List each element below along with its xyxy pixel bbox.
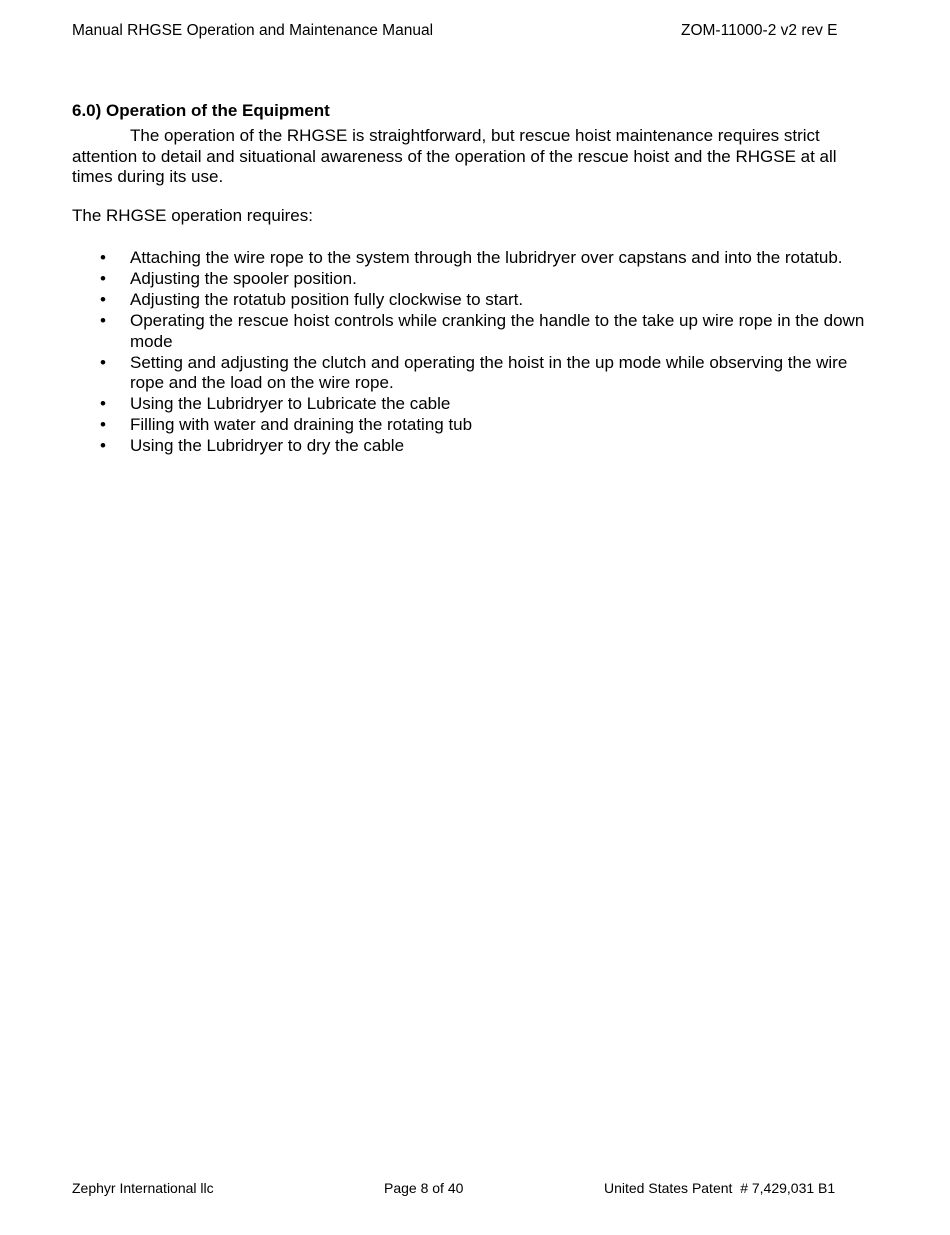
- list-item: [72, 415, 872, 436]
- bullet-icon: •: [100, 436, 106, 455]
- bullet-icon: •: [100, 311, 106, 330]
- bullet-icon: •: [100, 415, 106, 434]
- list-item: [72, 290, 872, 311]
- list-item: [72, 436, 872, 457]
- requires-paragraph: The RHGSE operation requires:: [72, 206, 313, 225]
- list-item: [72, 269, 872, 290]
- list-item: [72, 353, 872, 394]
- bullet-icon: •: [100, 394, 106, 413]
- list-item-text: Filling with water and draining the rotating tub: [130, 415, 473, 434]
- list-item: [72, 248, 872, 269]
- list-item: [72, 394, 872, 415]
- list-item-text: Using the Lubridryer to Lubricate the cable: [130, 394, 451, 413]
- bullet-icon: •: [100, 269, 106, 288]
- list-item: [72, 311, 872, 352]
- requirements-list: [72, 248, 872, 457]
- list-item-text: Adjusting the spooler position.: [130, 269, 357, 288]
- list-item-text: Attaching the wire rope to the system through the lubridryer over capstans and into the rotatub.: [130, 248, 843, 267]
- list-item-text: Adjusting the rotatub position fully clockwise to start.: [130, 290, 524, 309]
- footer-company: Zephyr International llc: [72, 1180, 214, 1196]
- bullet-icon: •: [100, 290, 106, 309]
- bullet-icon: •: [100, 248, 106, 267]
- list-item-text: Operating the rescue hoist controls while cranking the handle to the take up wire rope in the down mode: [130, 311, 865, 351]
- footer-patent: United States Patent # 7,429,031 B1: [604, 1180, 836, 1196]
- section-heading: 6.0) Operation of the Equipment: [72, 101, 330, 120]
- list-item-text: Setting and adjusting the clutch and operating the hoist in the up mode while observing the wire rope and the load on the wire rope.: [130, 352, 848, 392]
- header-left-title: Manual RHGSE Operation and Maintenance Manual: [72, 22, 434, 39]
- footer-page-number: Page 8 of 40: [384, 1180, 464, 1196]
- header-document-number: ZOM-11000-2 v2 rev E: [681, 22, 838, 39]
- bullet-icon: •: [100, 352, 106, 372]
- list-item-text: Using the Lubridryer to dry the cable: [130, 436, 405, 455]
- intro-paragraph: The operation of the RHGSE is straightforward, but rescue hoist maintenance requires strict attention to detail and situational awareness of the operation of the rescue hoist and the RHGSE at all times during its use.: [72, 126, 837, 186]
